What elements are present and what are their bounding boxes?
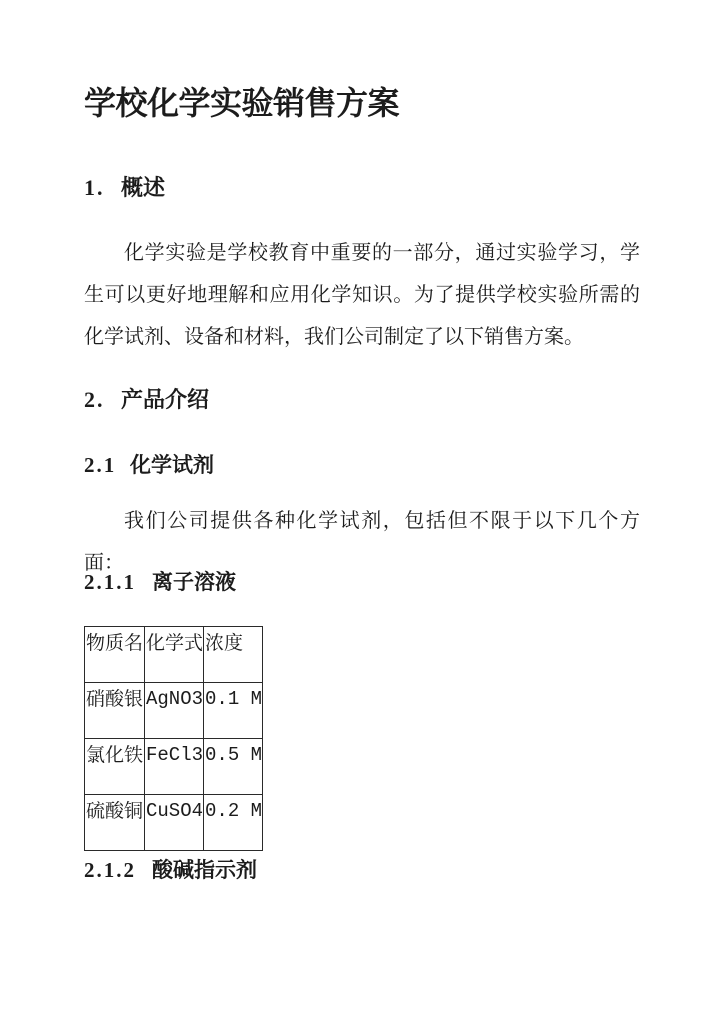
section-number: 2. xyxy=(84,387,105,412)
overview-paragraph: 化学实验是学校教育中重要的一部分，通过实验学习，学生可以更好地理解和应用化学知识。为了提供学校实验所需的化学试剂、设备和材料，我们公司制定了以下销售方案。 xyxy=(84,242,640,348)
table-header-row xyxy=(85,627,263,683)
section-label: 产品介绍 xyxy=(121,387,210,412)
cell-formula: CuSO4 xyxy=(145,795,204,851)
section-number: 2.1 xyxy=(84,453,117,477)
cell-substance: 硝酸银 xyxy=(85,683,145,739)
cell-formula: FeCl3 xyxy=(145,739,204,795)
section-heading-overview xyxy=(84,172,165,204)
section-label: 化学试剂 xyxy=(130,453,214,477)
section-label: 酸碱指示剂 xyxy=(152,858,257,882)
ion-solutions-table xyxy=(84,626,263,851)
section-number: 2.1.1 xyxy=(84,570,136,594)
section-label: 离子溶液 xyxy=(152,570,236,594)
cell-substance: 氯化铁 xyxy=(85,739,145,795)
section-heading-reagents xyxy=(84,450,214,480)
column-header-concentration: 浓度 xyxy=(204,627,263,683)
table-row xyxy=(85,795,263,851)
cell-substance: 硫酸铜 xyxy=(85,795,145,851)
section-heading-products xyxy=(84,384,209,416)
cell-concentration: 0.2 M xyxy=(204,795,263,851)
column-header-formula: 化学式 xyxy=(145,627,204,683)
table-row xyxy=(85,683,263,739)
section-number: 1. xyxy=(84,175,105,200)
section-number: 2.1.2 xyxy=(84,858,136,882)
section-heading-indicators xyxy=(84,855,257,885)
document-title: 学校化学实验销售方案 xyxy=(84,85,400,121)
cell-concentration: 0.1 M xyxy=(204,683,263,739)
section-label: 概述 xyxy=(121,175,166,200)
reagents-intro-paragraph: 我们公司提供各种化学试剂，包括但不限于以下几个方面： xyxy=(84,510,640,574)
cell-concentration: 0.5 M xyxy=(204,739,263,795)
column-header-substance: 物质名 xyxy=(85,627,145,683)
table-row xyxy=(85,739,263,795)
section-heading-ion-solutions xyxy=(84,567,236,597)
cell-formula: AgNO3 xyxy=(145,683,204,739)
